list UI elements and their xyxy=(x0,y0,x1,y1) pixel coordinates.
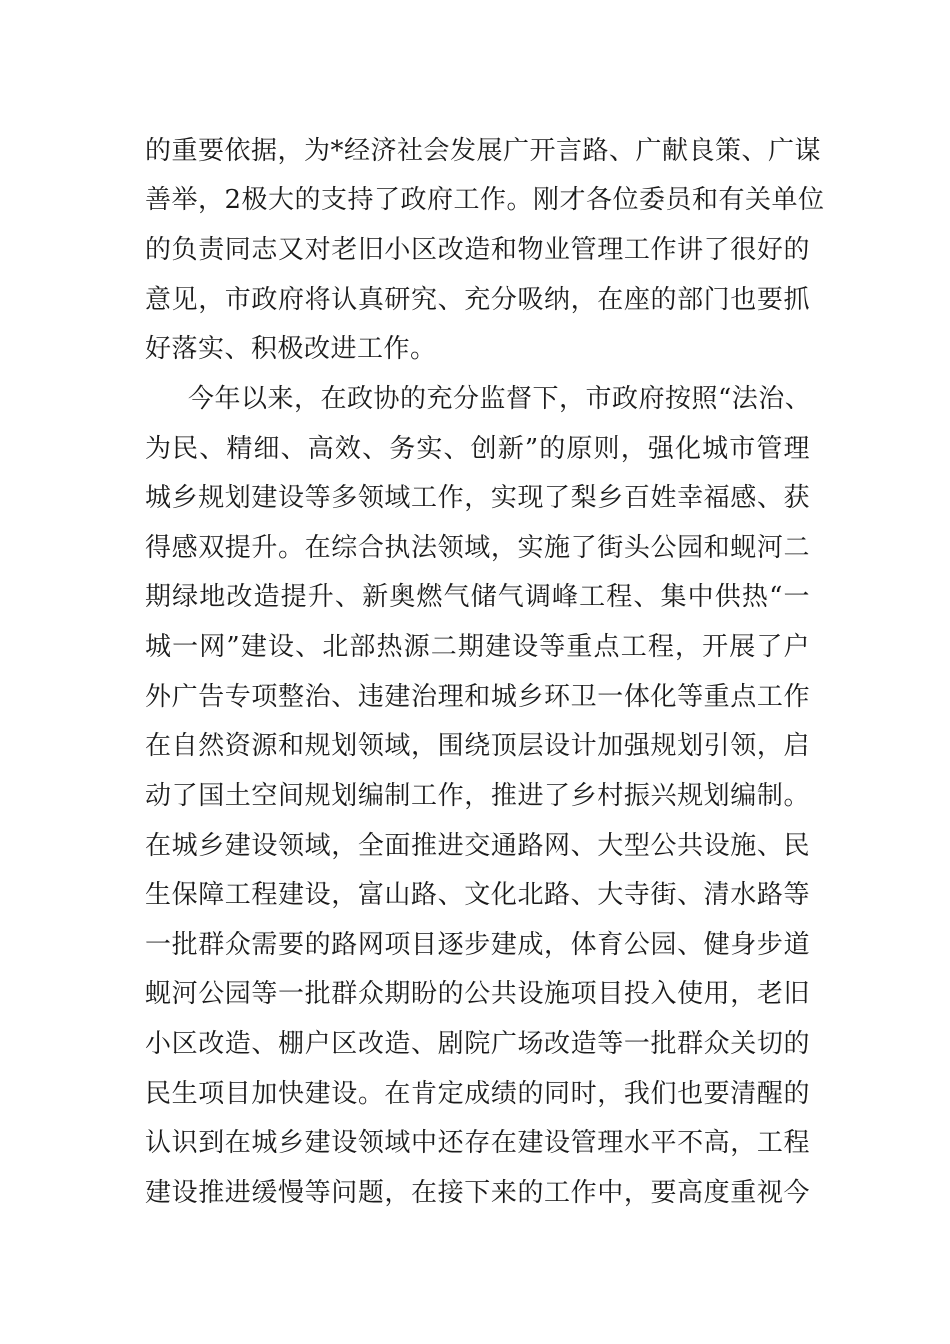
text-line: 生保障工程建设，富山路、文化北路、大寺街、清水路等 xyxy=(145,880,810,910)
text-line: 意见，市政府将认真研究、充分吸纳，在座的部门也要抓 xyxy=(145,285,810,315)
text-line: 认识到在城乡建设领域中还存在建设管理水平不高，工程 xyxy=(145,1128,810,1158)
text-line: 期绿地改造提升、新奥燃气储气调峰工程、集中供热“一 xyxy=(145,582,810,612)
text-line: 蚬河公园等一批群众期盼的公共设施项目投入使用，老旧 xyxy=(145,979,810,1009)
text-line: 外广告专项整治、违建治理和城乡环卫一体化等重点工作 xyxy=(145,682,810,712)
text-line: 小区改造、棚户区改造、剧院广场改造等一批群众关切的 xyxy=(145,1029,810,1059)
text-line: 善举，2极大的支持了政府工作。刚才各位委员和有关单位 xyxy=(145,185,825,215)
text-line: 在城乡建设领域，全面推进交通路网、大型公共设施、民 xyxy=(145,831,810,861)
text-line: 民生项目加快建设。在肯定成绩的同时，我们也要清醒的 xyxy=(145,1079,810,1109)
text-line: 建设推进缓慢等问题，在接下来的工作中，要高度重视今 xyxy=(145,1178,810,1208)
text-line: 在自然资源和规划领域，围绕顶层设计加强规划引领，启 xyxy=(145,731,810,761)
text-line: 的负责同志又对老旧小区改造和物业管理工作讲了很好的 xyxy=(145,235,810,265)
text-line: 的重要依据，为*经济社会发展广开言路、广献良策、广谋 xyxy=(145,136,822,166)
text-line: 今年以来，在政协的充分监督下，市政府按照“法治、 xyxy=(188,384,812,414)
text-line: 城一网”建设、北部热源二期建设等重点工程，开展了户 xyxy=(145,632,810,662)
text-line: 为民、精细、高效、务实、创新”的原则，强化城市管理 xyxy=(145,434,810,464)
text-line: 动了国土空间规划编制工作，推进了乡村振兴规划编制。 xyxy=(145,781,810,811)
text-line: 城乡规划建设等多领域工作，实现了梨乡百姓幸福感、获 xyxy=(145,483,810,513)
text-line: 得感双提升。在综合执法领域，实施了街头公园和蚬河二 xyxy=(145,533,810,563)
text-line: 一批群众需要的路网项目逐步建成，体育公园、健身步道 xyxy=(145,930,810,960)
text-line: 好落实、积极改进工作。 xyxy=(145,334,437,364)
